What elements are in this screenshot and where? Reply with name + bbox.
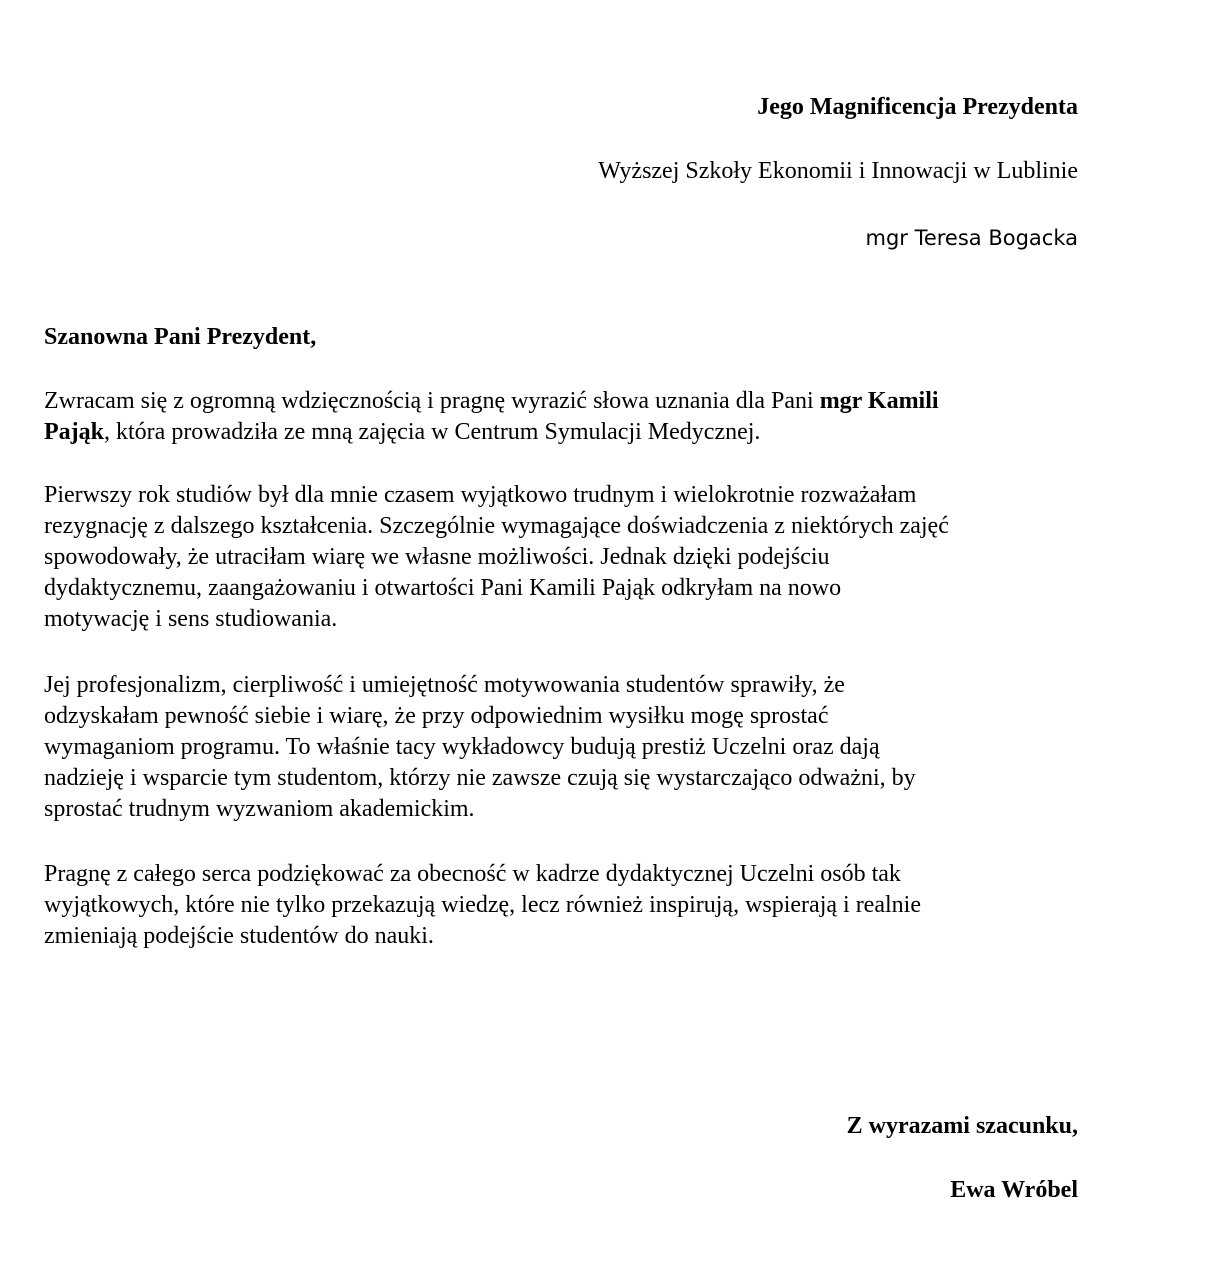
paragraph-3-line: sprostać trudnym wyzwaniom akademickim.	[44, 796, 475, 822]
paragraph-3-line: Jej profesjonalizm, cierpliwość i umiejętność motywowania studentów sprawiły, że	[44, 672, 845, 698]
paragraph-3-line: nadzieję i wsparcie tym studentom, którzy nie zawsze czują się wystarczająco odważni, by	[44, 765, 916, 791]
paragraph-3	[44, 670, 1104, 825]
paragraph-2-line: rezygnację z dalszego kształcenia. Szczególnie wymagające doświadczenia z niektórych zajęć	[44, 513, 949, 539]
paragraph-2-line: motywację i sens studiowania.	[44, 606, 338, 632]
paragraph-4-line: zmieniają podejście studentów do nauki.	[44, 923, 434, 949]
paragraph-4-line: wyjątkowych, które nie tylko przekazują wiedzę, lecz również inspirują, wspierają i realnie	[44, 892, 921, 918]
recipient-title: Jego Magnificencja Prezydenta	[757, 94, 1078, 120]
teacher-name-part-1: mgr Kamili	[819, 388, 939, 414]
recipient-institution: Wyższej Szkoły Ekonomii i Innowacji w Lublinie	[598, 158, 1078, 184]
salutation: Szanowna Pani Prezydent,	[44, 324, 317, 350]
paragraph-1	[44, 386, 1104, 448]
paragraph-1-text-end: , która prowadziła ze mną zajęcia w Centrum Symulacji Medycznej.	[104, 419, 761, 445]
teacher-name-part-2: Pająk	[44, 419, 104, 445]
paragraph-2-line: dydaktycznemu, zaangażowaniu i otwartości Pani Kamili Pająk odkryłam na nowo	[44, 575, 842, 601]
paragraph-2-line: spowodowały, że utraciłam wiarę we własne możliwości. Jednak dzięki podejściu	[44, 544, 830, 570]
signature-name: Ewa Wróbel	[950, 1177, 1078, 1203]
paragraph-2-line: Pierwszy rok studiów był dla mnie czasem wyjątkowo trudnym i wielokrotnie rozważałam	[44, 482, 917, 508]
paragraph-3-line: wymaganiom programu. To właśnie tacy wykładowcy budują prestiż Uczelni oraz dają	[44, 734, 880, 760]
closing-phrase: Z wyrazami szacunku,	[846, 1113, 1078, 1139]
paragraph-1-line-1	[44, 386, 1104, 417]
paragraph-1-text: Zwracam się z ogromną wdzięcznością i pragnę wyrazić słowa uznania dla Pani	[44, 388, 820, 414]
paragraph-4-line: Pragnę z całego serca podziękować za obecność w kadrze dydaktycznej Uczelni osób tak	[44, 861, 901, 887]
paragraph-1-line-2	[44, 417, 1104, 448]
paragraph-3-line: odzyskałam pewność siebie i wiarę, że przy odpowiednim wysiłku mogę sprostać	[44, 703, 829, 729]
recipient-name: mgr Teresa Bogacka	[865, 226, 1078, 250]
paragraph-2	[44, 480, 1104, 635]
paragraph-4	[44, 859, 1104, 952]
